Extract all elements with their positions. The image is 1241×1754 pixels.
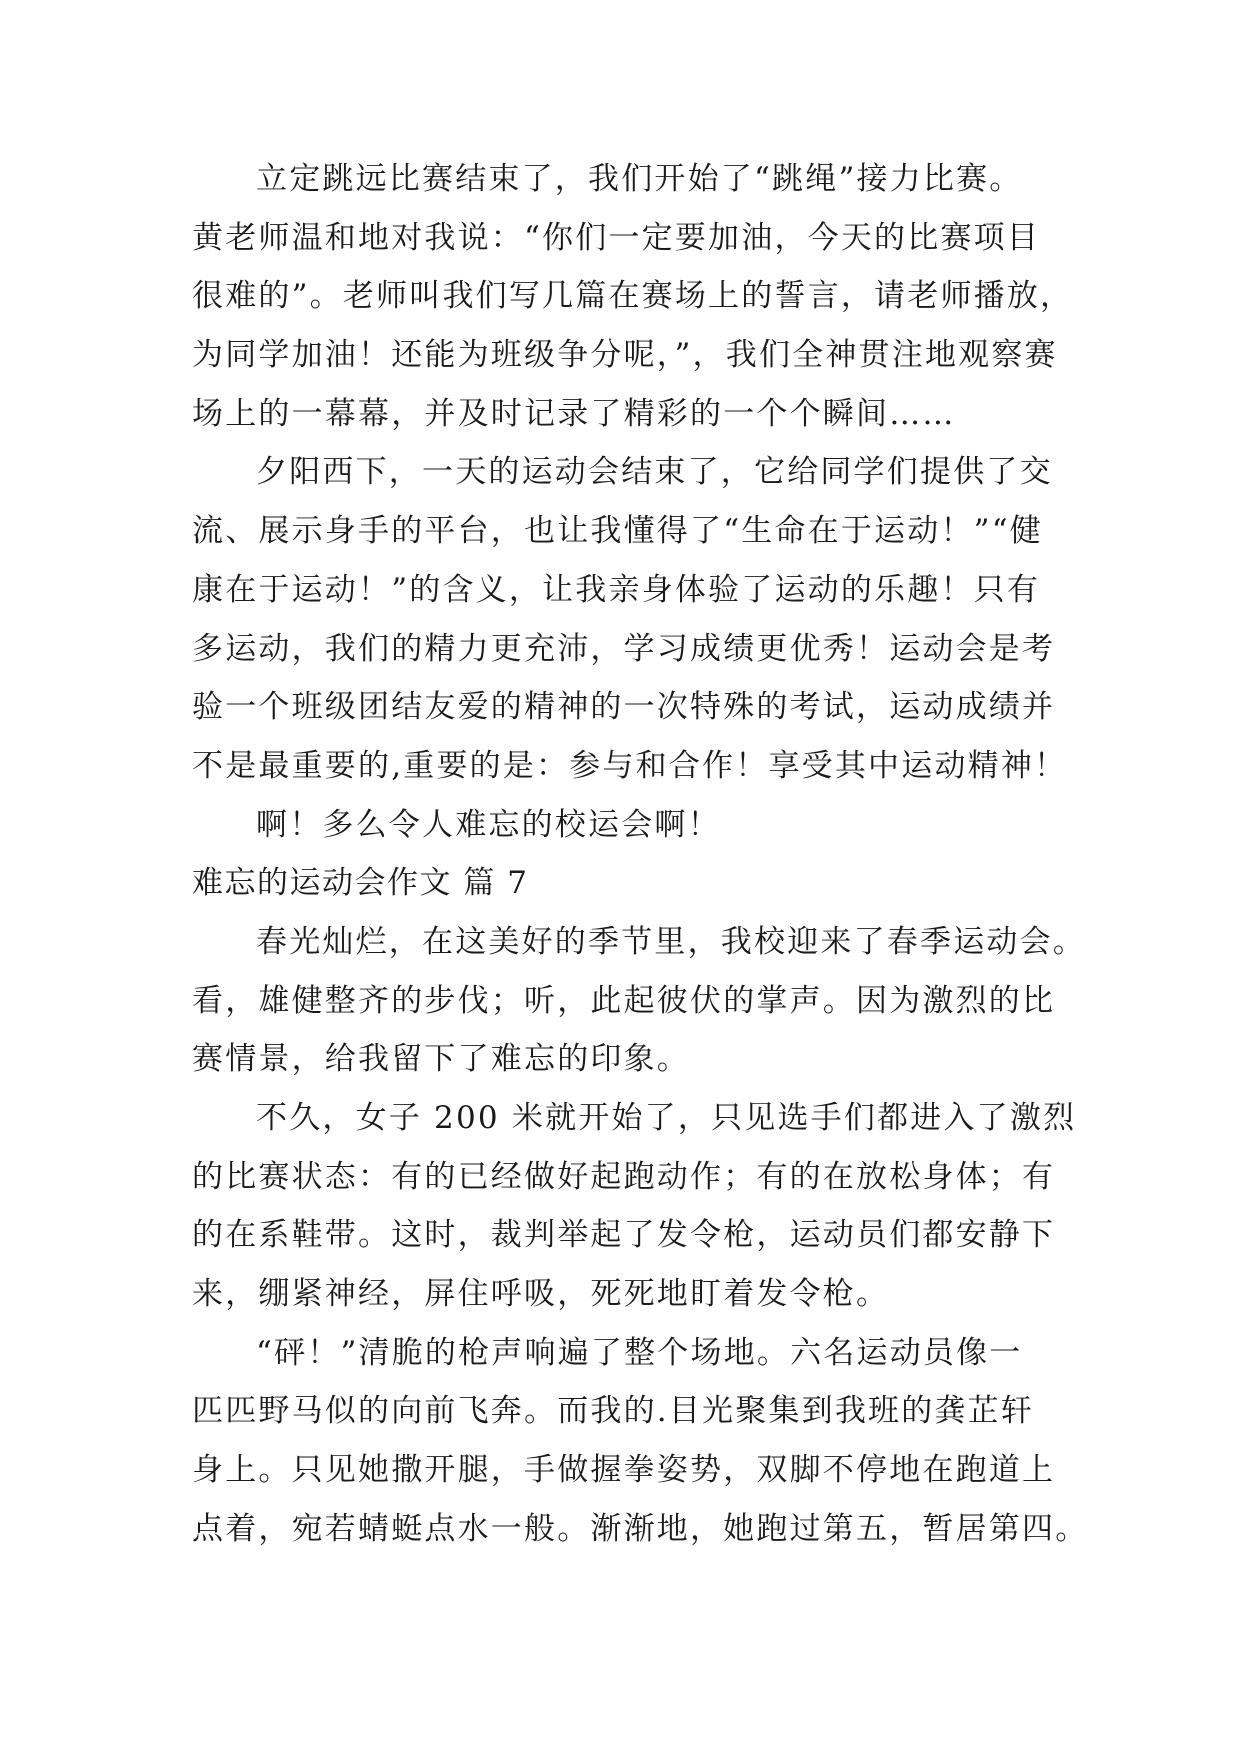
text-line: 的在系鞋带。这时，裁判举起了发令枪，运动员们都安静下 xyxy=(192,1217,1056,1254)
text-line: 夕阳西下，一天的运动会结束了，它给同学们提供了交 xyxy=(256,454,1053,491)
text-line: 匹匹野马似的向前飞奔。而我的.目光聚集到我班的龚芷轩 xyxy=(192,1393,1035,1430)
text-line: 啊！多么令人难忘的校运会啊！ xyxy=(256,806,721,843)
document-page xyxy=(192,150,1089,1559)
section-heading: 难忘的运动会作文 篇 7 xyxy=(192,865,529,902)
text-line: 立定跳远比赛结束了，我们开始了“跳绳”接力比赛。 xyxy=(256,161,1023,197)
text-line: 康在于运动！”的含义，让我亲身体验了运动的乐趣！只有 xyxy=(192,571,1041,608)
text-line: 看，雄健整齐的步伐；听，此起彼伏的掌声。因为激烈的比 xyxy=(192,982,1056,1019)
text-line: 不是最重要的,重要的是：参与和合作！享受其中运动精神！ xyxy=(192,747,1068,784)
text-line: 点着，宛若蜻蜓点水一般。渐渐地，她跑过第五，暂居第四。 xyxy=(192,1510,1089,1547)
text-line: 来，绷紧神经，屏住呼吸，死死地盯着发令枪。 xyxy=(192,1276,890,1313)
text-line: 很难的”。老师叫我们写几篇在赛场上的誓言，请老师播放， xyxy=(192,278,1074,315)
text-line: 黄老师温和地对我说：“你们一定要加油，今天的比赛项目 xyxy=(192,219,1041,256)
text-line: 流、展示身手的平台，也让我懂得了“生命在于运动！”“健 xyxy=(192,513,1043,550)
text-line: 多运动，我们的精力更充沛，学习成绩更优秀！运动会是考 xyxy=(192,630,1056,667)
text-line: 不久，女子 200 米就开始了，只见选手们都进入了激烈 xyxy=(256,1100,1077,1136)
text-line: 赛情景，给我留下了难忘的印象。 xyxy=(192,1041,690,1078)
text-line: 身上。只见她撒开腿，手做握拳姿势，双脚不停地在跑道上 xyxy=(192,1452,1056,1489)
text-line: 为同学加油！还能为班级争分呢，”，我们全神贯注地观察赛 xyxy=(192,337,1058,374)
text-line: 春光灿烂，在这美好的季节里，我校迎来了春季运动会。 xyxy=(256,923,1086,960)
text-line: 场上的一幕幕，并及时记录了精彩的一个个瞬间…… xyxy=(192,395,956,432)
text-line: 的比赛状态：有的已经做好起跑动作；有的在放松身体；有 xyxy=(192,1158,1056,1195)
text-line: 验一个班级团结友爱的精神的一次特殊的考试，运动成绩并 xyxy=(192,689,1056,726)
text-line: “砰！”清脆的枪声响遍了整个场地。六名运动员像一 xyxy=(256,1334,1023,1371)
